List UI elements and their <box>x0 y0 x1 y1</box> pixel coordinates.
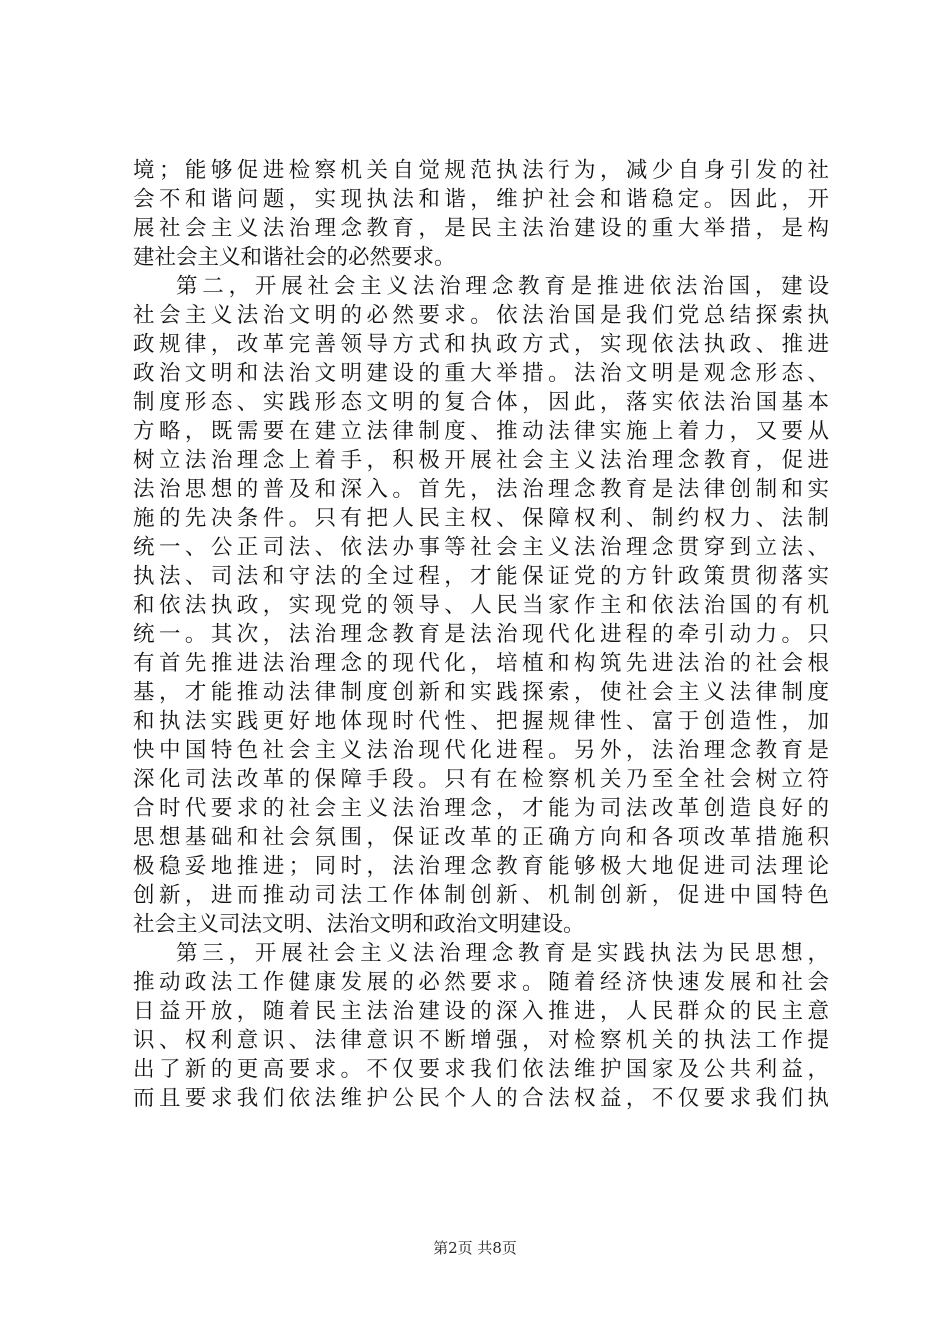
text-line: 社会主义司法文明、法治文明和政治文明建设。 <box>133 912 585 937</box>
text-line: 执法、司法和守法的全过程，才能保证党的方针政策贯彻落实 <box>133 564 829 589</box>
text-line: 法治思想的普及和深入。首先，法治理念教育是法律创制和实 <box>133 477 829 502</box>
text-line: 施的先决条件。只有把人民主权、保障权利、制约权力、法制 <box>133 506 829 531</box>
text-line: 制度形态、实践形态文明的复合体，因此，落实依法治国基本 <box>133 390 829 415</box>
text-line: 树立法治理念上着手，积极开展社会主义法治理念教育，促进 <box>133 448 829 473</box>
text-line: 方略，既需要在建立法律制度、推动法律实施上着力，又要从 <box>133 419 829 444</box>
text-line: 有首先推进法治理念的现代化，培植和构筑先进法治的社会根 <box>133 651 829 676</box>
text-line: 推动政法工作健康发展的必然要求。随着经济快速发展和社会 <box>133 970 829 995</box>
text-line: 会不和谐问题，实现执法和谐，维护社会和谐稳定。因此，开 <box>133 187 829 212</box>
text-line: 而且要求我们依法维护公民个人的合法权益，不仅要求我们执 <box>133 1086 829 1111</box>
text-line: 合时代要求的社会主义法治理念，才能为司法改革创造良好的 <box>133 796 829 821</box>
text-line: 日益开放，随着民主法治建设的深入推进，人民群众的民主意 <box>133 999 829 1024</box>
text-line: 建社会主义和谐社会的必然要求。 <box>133 245 456 270</box>
text-line: 深化司法改革的保障手段。只有在检察机关乃至全社会树立符 <box>133 767 829 792</box>
text-line: 极稳妥地推进；同时，法治理念教育能够极大地促进司法理论 <box>133 854 829 879</box>
text-line: 创新，进而推动司法工作体制创新、机制创新，促进中国特色 <box>133 883 829 908</box>
text-line: 展社会主义法治理念教育，是民主法治建设的重大举措，是构 <box>133 216 829 241</box>
text-line: 识、权利意识、法律意识不断增强，对检察机关的执法工作提 <box>133 1028 829 1053</box>
text-line: 基，才能推动法律制度创新和实践探索，使社会主义法律制度 <box>133 680 829 705</box>
text-line: 和依法执政，实现党的领导、人民当家作主和依法治国的有机 <box>133 593 829 618</box>
text-line: 思想基础和社会氛围，保证改革的正确方向和各项改革措施积 <box>133 825 829 850</box>
text-line: 社会主义法治文明的必然要求。依法治国是我们党总结探索执 <box>133 303 829 328</box>
text-line: 和执法实践更好地体现时代性、把握规律性、富于创造性，加 <box>133 709 829 734</box>
body-text <box>133 156 829 1113</box>
text-line: 统一、公正司法、依法办事等社会主义法治理念贯穿到立法、 <box>133 535 829 560</box>
text-line: 第二，开展社会主义法治理念教育是推进依法治国，建设 <box>176 274 829 299</box>
text-line: 第三，开展社会主义法治理念教育是实践执法为民思想， <box>176 941 829 966</box>
text-line: 快中国特色社会主义法治现代化进程。另外，法治理念教育是 <box>133 738 829 763</box>
text-line: 政治文明和法治文明建设的重大举措。法治文明是观念形态、 <box>133 361 829 386</box>
text-line: 政规律，改革完善领导方式和执政方式，实现依法执政、推进 <box>133 332 829 357</box>
text-line: 境；能够促进检察机关自觉规范执法行为，减少自身引发的社 <box>133 158 829 183</box>
text-line: 统一。其次，法治理念教育是法治现代化进程的牵引动力。只 <box>133 622 829 647</box>
text-line: 出了新的更高要求。不仅要求我们依法维护国家及公共利益， <box>133 1057 829 1082</box>
page-number-footer: 第2页 共8页 <box>433 1239 517 1257</box>
